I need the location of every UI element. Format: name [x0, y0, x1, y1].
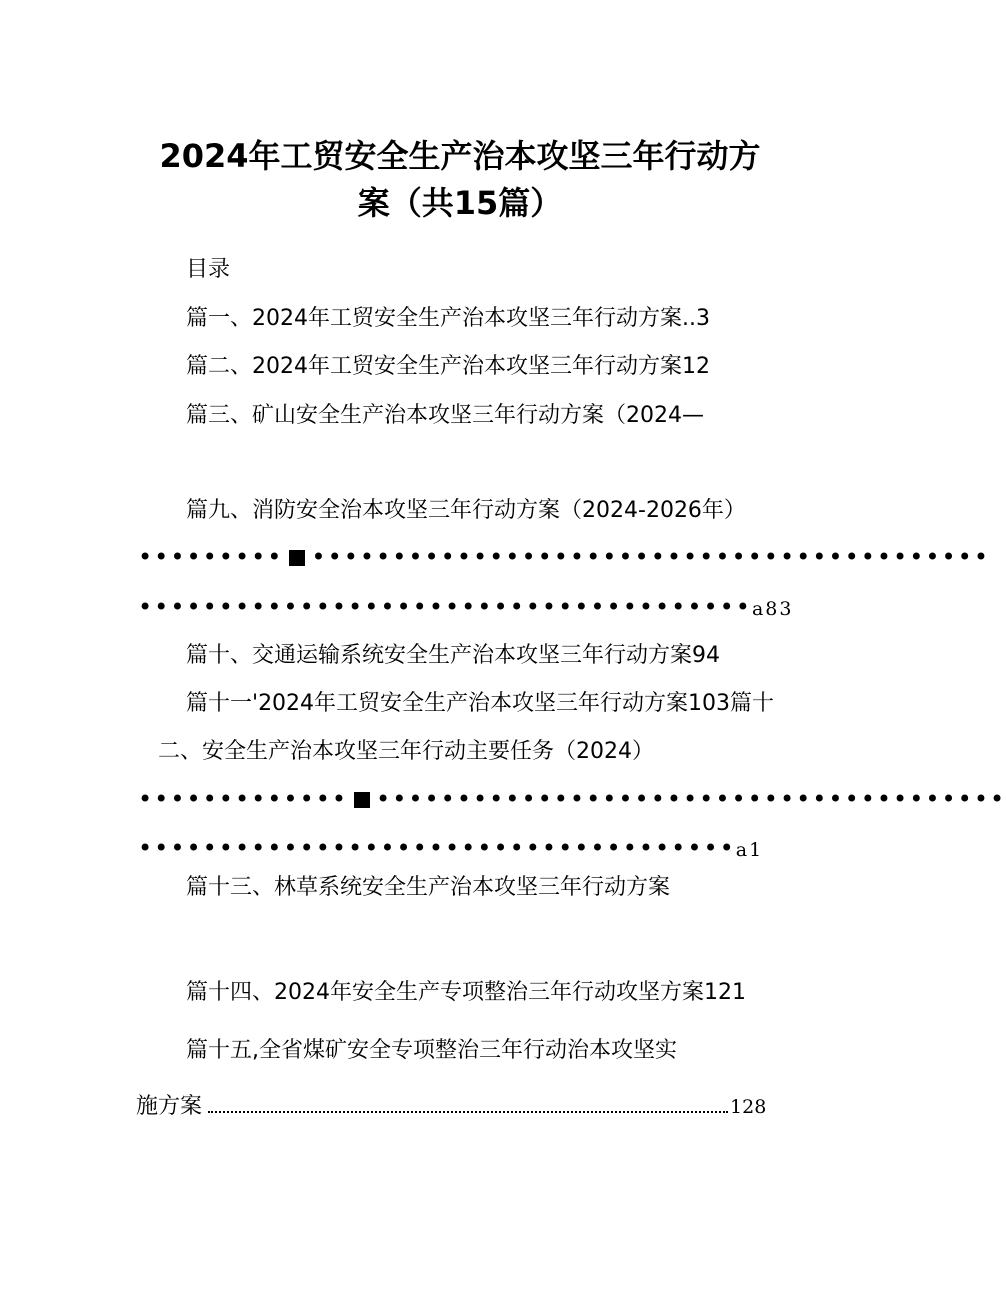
- toc-entry-3: [186, 401, 704, 431]
- dot-leader: [208, 1093, 728, 1113]
- dot-leader-row: [138, 592, 794, 624]
- black-square-icon: [354, 792, 370, 808]
- toc-entry-text: 2024年工贸安全生产治本攻坚三年行动方案103篇十: [258, 691, 775, 716]
- dot-leader: •••••••••••••: [138, 785, 349, 813]
- toc-entry-9: [186, 496, 746, 526]
- dot-leader-row: [138, 542, 990, 572]
- toc-entry-11: [186, 689, 774, 719]
- toc-entry-label: 篇十一': [186, 691, 259, 716]
- page-number: a83: [751, 598, 794, 620]
- dot-leader: •••••••••: [138, 543, 284, 571]
- toc-entry-14: [186, 978, 746, 1008]
- toc-heading: 目录: [186, 257, 231, 282]
- toc-entry-text: 2024年安全生产专项整治三年行动攻坚方案121: [274, 980, 746, 1005]
- toc-entry-10: [186, 641, 720, 671]
- toc-entry-text: 全省煤矿安全专项整治三年行动治本攻坚实: [259, 1038, 678, 1063]
- dot-leader-row: [138, 784, 1006, 814]
- toc-entry-text: 林草系统安全生产治本攻坚三年行动方案: [274, 875, 671, 900]
- page-number: a1: [735, 839, 764, 861]
- toc-entry-label: 二、: [158, 739, 203, 764]
- toc-entry-15: [186, 1036, 677, 1066]
- dot-leader: ••••••••••••••••••••••••••••••••••••••••••: [311, 543, 990, 571]
- toc-entry-text: 交通运输系统安全生产治本攻坚三年行动方案94: [252, 643, 721, 668]
- toc-entry-text: 安全生产治本攻坚三年行动主要任务（2024）: [202, 739, 655, 764]
- page-number: 128: [730, 1096, 767, 1118]
- toc-entry-label: 篇十三、: [186, 875, 275, 900]
- toc-entry-12: [158, 737, 654, 767]
- toc-entry-1: [186, 304, 710, 334]
- toc-entry-text: 消防安全治本攻坚三年行动方案（2024-2026年）: [252, 498, 746, 523]
- toc-entry-15-continued: [136, 1092, 766, 1122]
- toc-entry-label: 篇十、: [186, 643, 253, 668]
- toc-entry-label: 篇十四、: [186, 980, 275, 1005]
- black-square-icon: [289, 550, 305, 566]
- document-title-line-1: 2024年工贸安全生产治本攻坚三年行动方: [159, 137, 761, 175]
- toc-entry-label: 篇三、: [186, 403, 253, 428]
- dot-leader: •••••••••••••••••••••••••••••••••••••: [138, 834, 736, 862]
- toc-entry-label: 篇二、: [186, 354, 253, 379]
- dot-leader: ••••••••••••••••••••••••••••••••••••••: [138, 593, 752, 621]
- document-title-line-2: 案（共15篇）: [357, 184, 563, 222]
- toc-entry-label: 篇十五,: [186, 1038, 259, 1063]
- toc-entry-text: 2024年工贸安全生产治本攻坚三年行动方案..3: [252, 306, 710, 331]
- toc-entry-text: 2024年工贸安全生产治本攻坚三年行动方案12: [252, 354, 710, 379]
- toc-entry-text: 施方案: [136, 1094, 203, 1119]
- toc-entry-label: 篇一、: [186, 306, 253, 331]
- toc-entry-text: 矿山安全生产治本攻坚三年行动方案（2024—: [252, 403, 705, 428]
- toc-entry-13: [186, 873, 670, 903]
- toc-entry-2: [186, 352, 710, 382]
- toc-entry-label: 篇九、: [186, 498, 253, 523]
- dot-leader: •••••••••••••••••••••••••••••••••••••••: [376, 785, 1006, 813]
- dot-leader-row: [138, 833, 764, 865]
